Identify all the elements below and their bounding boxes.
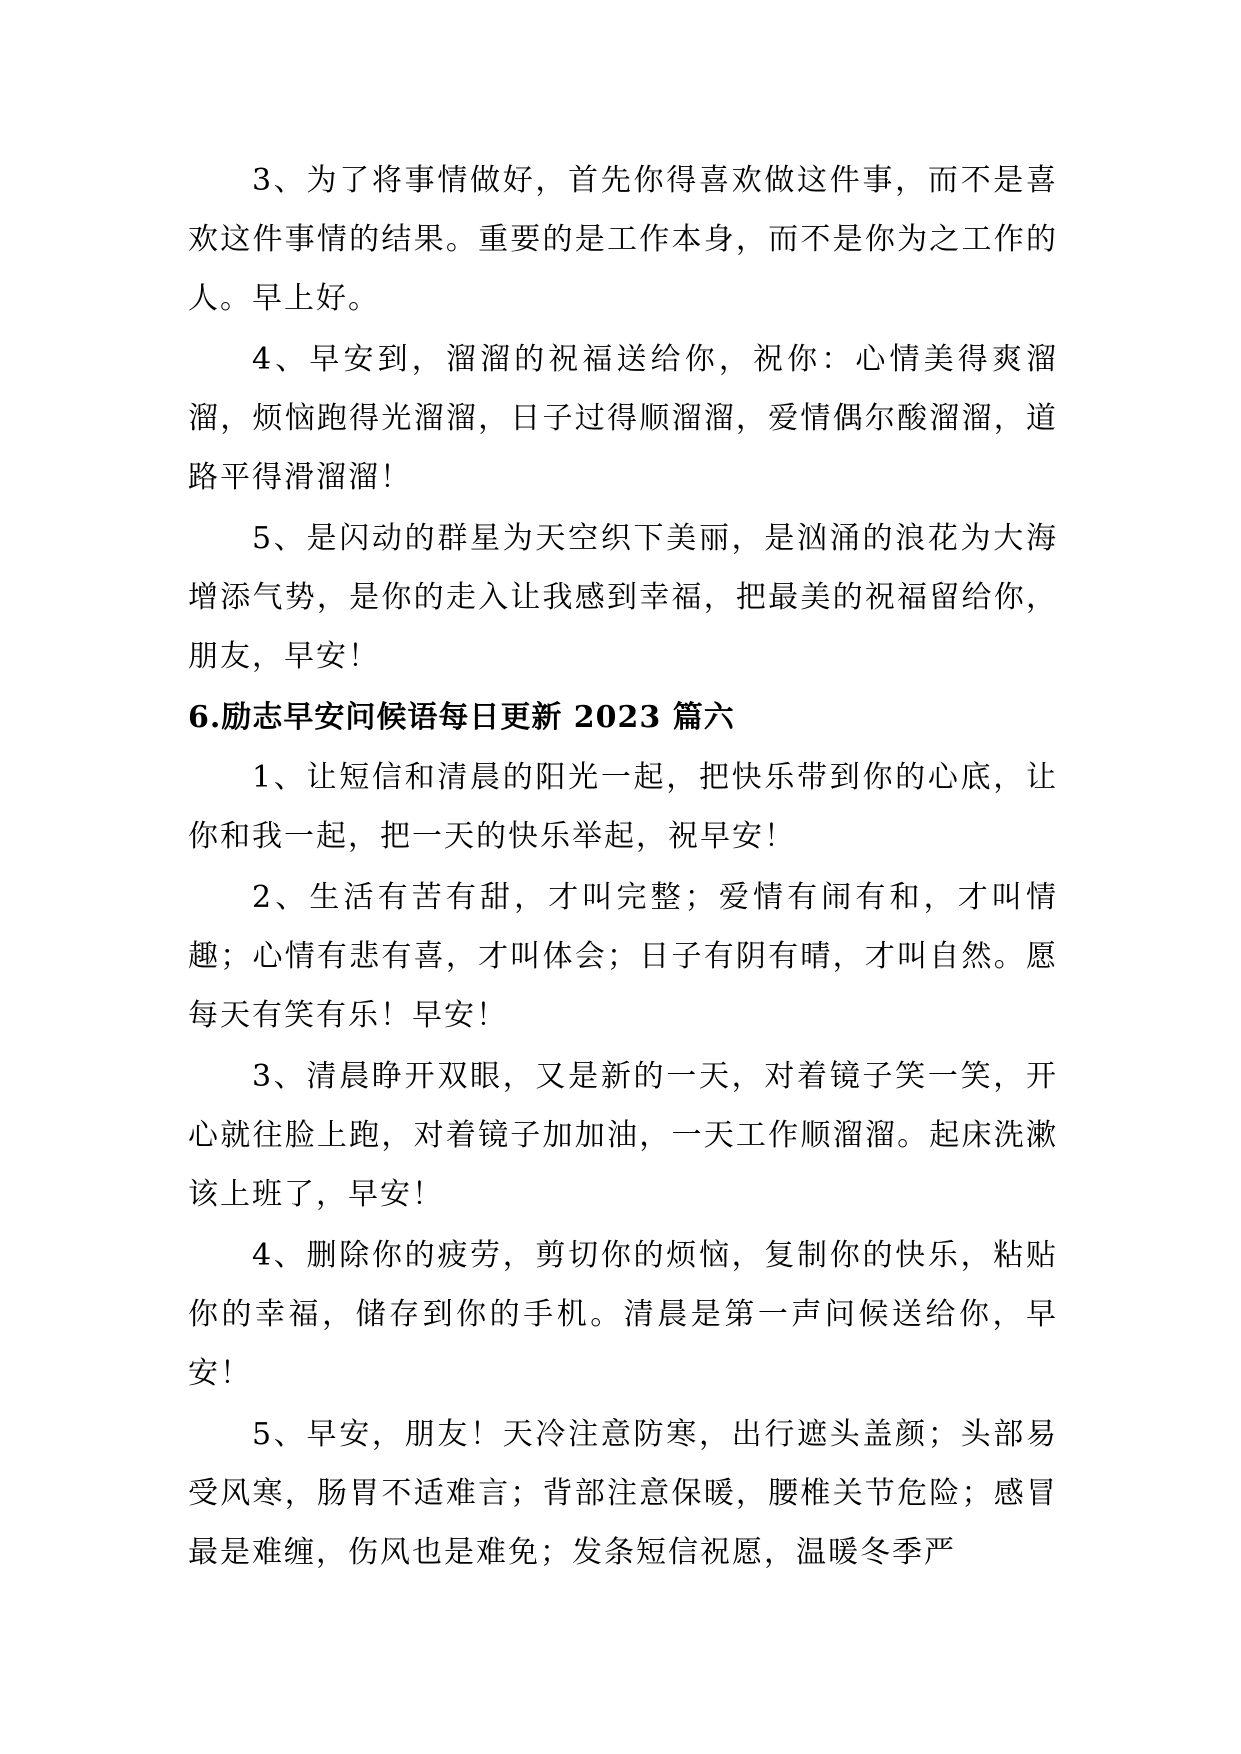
paragraph-item-4: 4、删除你的疲劳，剪切你的烦恼，复制你的快乐，粘贴你的幸福，储存到你的手机。清晨是第一声问候送给你，早安！ (188, 1238, 1058, 1391)
paragraph-item-1: 1、让短信和清晨的阳光一起，把快乐带到你的心底，让你和我一起，把一天的快乐举起，祝早安！ (188, 760, 1058, 854)
paragraph-item-3: 3、清晨睁开双眼，又是新的一天，对着镜子笑一笑，开心就往脸上跑，对着镜子加加油，一天工作顺溜溜。起床洗漱该上班了，早安！ (188, 1059, 1058, 1212)
paragraph-item-2: 2、生活有苦有甜，才叫完整；爱情有闹有和，才叫情趣；心情有悲有喜，才叫体会；日子有阴有晴，才叫自然。愿每天有笑有乐！早安！ (188, 880, 1058, 1033)
document-body (188, 151, 1058, 1584)
section-heading: 6.励志早安问候语每日更新 2023 篇六 (188, 700, 735, 735)
paragraph-item-5: 5、早安，朋友！天冷注意防寒，出行遮头盖颜；头部易受风寒，肠胃不适难言；背部注意保暖，腰椎关节危险；感冒最是难缠，伤风也是难免；发条短信祝愿，温暖冬季严 (188, 1417, 1058, 1570)
paragraph-item-4-prev: 4、早安到，溜溜的祝福送给你，祝你：心情美得爽溜溜，烦恼跑得光溜溜，日子过得顺溜溜，爱情偶尔酸溜溜，道路平得滑溜溜！ (188, 342, 1058, 495)
paragraph-item-3-prev: 3、为了将事情做好，首先你得喜欢做这件事，而不是喜欢这件事情的结果。重要的是工作本身，而不是你为之工作的人。早上好。 (188, 163, 1058, 316)
paragraph-item-5-prev: 5、是闪动的群星为天空织下美丽，是汹涌的浪花为大海增添气势，是你的走入让我感到幸福，把最美的祝福留给你，朋友，早安！ (188, 521, 1058, 674)
